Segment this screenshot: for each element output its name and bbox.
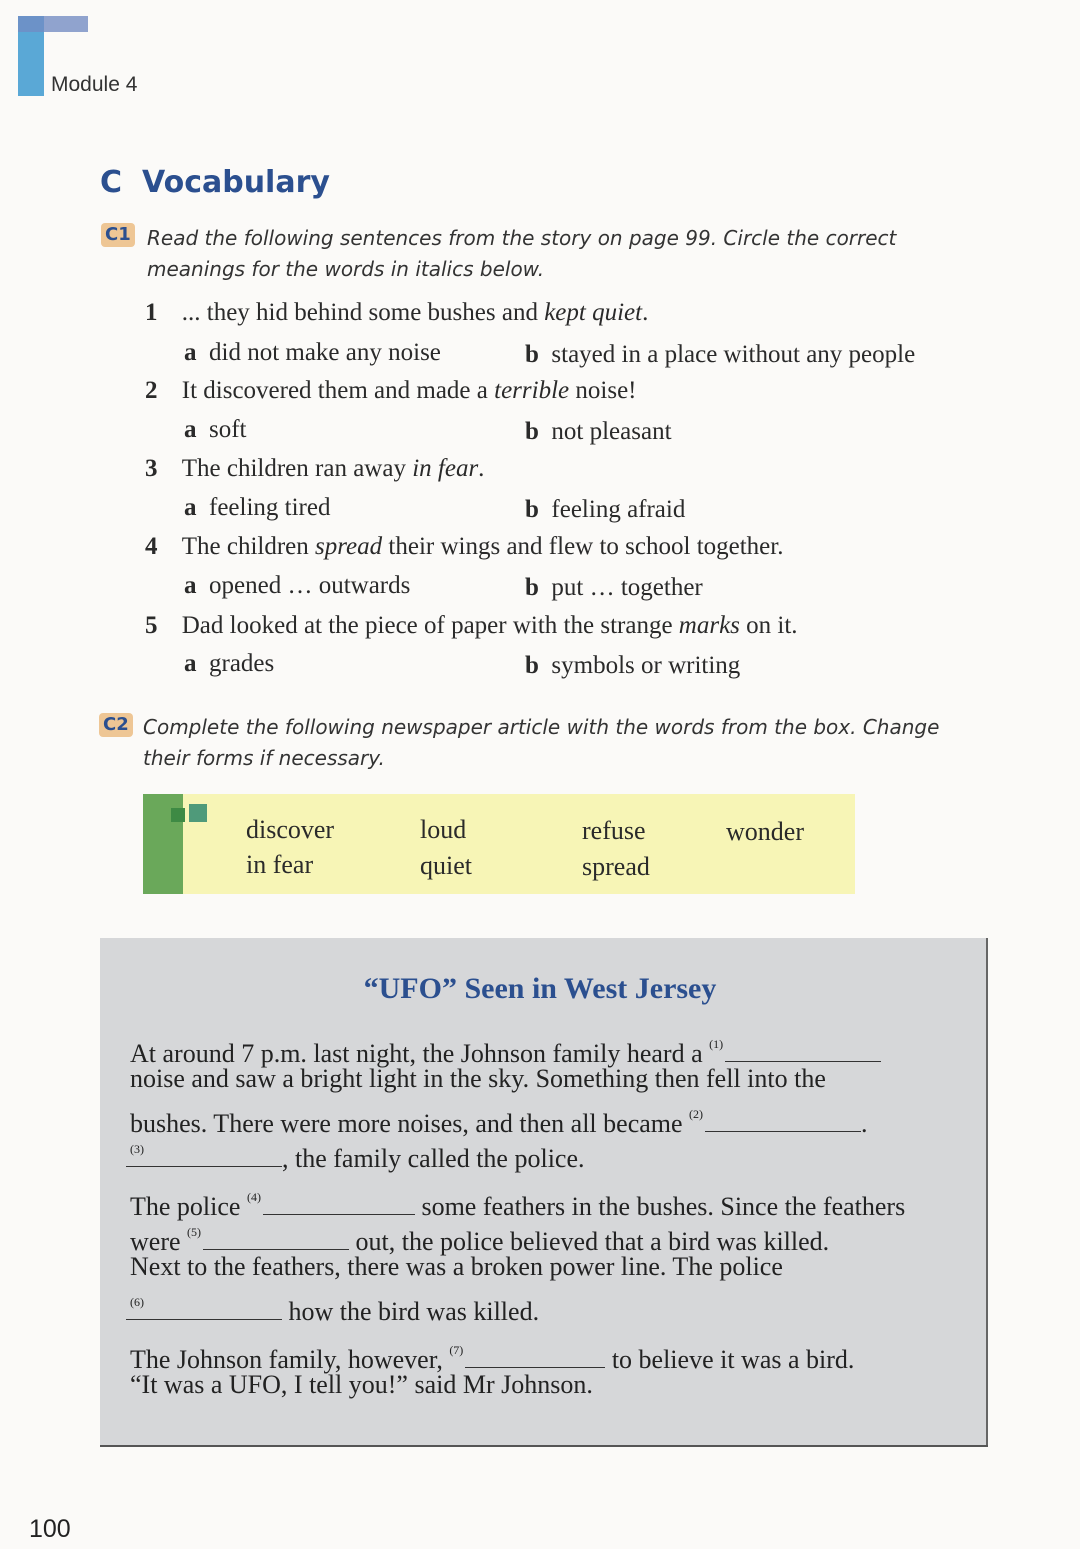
option-label: b bbox=[525, 418, 539, 445]
c1-instruction bbox=[147, 223, 896, 285]
question-text-post: their wings and flew to school together. bbox=[382, 533, 784, 560]
option-5b[interactable] bbox=[525, 651, 740, 681]
article-line bbox=[130, 1286, 539, 1328]
answer-blank-1[interactable] bbox=[725, 1035, 881, 1062]
page-number: 100 bbox=[29, 1515, 71, 1543]
question-number: 4 bbox=[145, 533, 158, 560]
question-text-post: . bbox=[478, 455, 485, 482]
option-label: b bbox=[525, 652, 539, 679]
article-text: bushes. There were more noises, and then all became bbox=[130, 1109, 690, 1138]
article-text: At around 7 p.m. last night, the Johnson family heard a bbox=[130, 1039, 710, 1068]
option-text: stayed in a place without any people bbox=[551, 341, 916, 368]
option-text: feeling afraid bbox=[551, 496, 686, 523]
article-text: to believe it was a bird. bbox=[605, 1345, 855, 1374]
question-italic-word: spread bbox=[315, 533, 383, 560]
article-text: The Johnson family, however, bbox=[130, 1345, 450, 1374]
question-italic-word: terrible bbox=[494, 377, 570, 404]
option-text: soft bbox=[209, 416, 247, 443]
blank-number: (7) bbox=[449, 1343, 464, 1357]
question-number: 3 bbox=[145, 455, 158, 482]
corner-bar-highlight bbox=[44, 16, 88, 32]
question-number: 1 bbox=[145, 299, 158, 326]
word-box-square-decoration bbox=[171, 808, 185, 822]
word-loud: loud bbox=[420, 815, 467, 844]
question-italic-word: marks bbox=[678, 612, 740, 639]
answer-blank-5[interactable] bbox=[203, 1223, 349, 1250]
blank-number: (2) bbox=[689, 1107, 704, 1121]
article-line: Next to the feathers, there was a broken power line. The police bbox=[130, 1252, 783, 1281]
question-number: 5 bbox=[145, 612, 158, 639]
question-3 bbox=[145, 454, 484, 484]
article-line: “It was a UFO, I tell you!” said Mr Johnson. bbox=[130, 1370, 593, 1399]
article-text: how the bird was killed. bbox=[282, 1297, 540, 1326]
question-1 bbox=[145, 298, 648, 328]
c2-instruction-line2: their forms if necessary. bbox=[143, 746, 385, 770]
option-text: did not make any noise bbox=[209, 339, 441, 366]
option-1a[interactable] bbox=[184, 338, 441, 368]
article-line: bushes. There were more noises, and then all became $^{(2)}$ . bbox=[130, 1107, 868, 1138]
article-text: , the family called the police. bbox=[282, 1144, 585, 1173]
c1-instruction-line2: meanings for the words in italics below. bbox=[147, 257, 545, 281]
blank-number: (5) bbox=[187, 1225, 202, 1239]
question-text-post: . bbox=[642, 299, 649, 326]
option-text: grades bbox=[209, 650, 275, 677]
option-3a[interactable] bbox=[184, 493, 330, 523]
c2-instruction-line1: Complete the following newspaper article with the words from the box. Change bbox=[143, 715, 940, 739]
word-refuse: refuse bbox=[582, 816, 646, 845]
word-quiet: quiet bbox=[420, 851, 472, 880]
option-text: not pleasant bbox=[551, 418, 672, 445]
question-4 bbox=[145, 532, 783, 562]
section-name: Vocabulary bbox=[142, 165, 330, 200]
blank-number: (1) bbox=[709, 1037, 724, 1051]
option-text: feeling tired bbox=[209, 494, 331, 521]
blank-number: (6) bbox=[130, 1295, 144, 1309]
answer-blank-6[interactable] bbox=[126, 1293, 282, 1320]
question-2 bbox=[145, 376, 637, 406]
article-line bbox=[130, 1133, 585, 1175]
section-letter: C bbox=[100, 165, 123, 200]
option-label: a bbox=[184, 572, 197, 599]
word-discover: discover bbox=[246, 815, 335, 844]
question-text-post: noise! bbox=[569, 377, 637, 404]
word-spread: spread bbox=[582, 852, 650, 881]
option-2a[interactable] bbox=[184, 415, 247, 445]
section-title bbox=[100, 165, 330, 200]
option-2b[interactable] bbox=[525, 417, 672, 447]
article-text: some feathers in the bushes. Since the feathers bbox=[414, 1192, 906, 1221]
task-badge-c2: C2 bbox=[99, 713, 133, 737]
c2-instruction bbox=[143, 712, 939, 774]
answer-blank-4[interactable] bbox=[263, 1188, 415, 1215]
option-label: a bbox=[184, 650, 197, 677]
word-box-square-decoration bbox=[189, 804, 207, 822]
option-label: a bbox=[184, 339, 197, 366]
option-label: b bbox=[525, 574, 539, 601]
option-label: b bbox=[525, 341, 539, 368]
word-box bbox=[143, 794, 855, 894]
blank-number: (3) bbox=[130, 1142, 144, 1156]
option-1b[interactable] bbox=[525, 340, 915, 370]
option-4a[interactable] bbox=[184, 571, 410, 601]
word-wonder: wonder bbox=[726, 817, 804, 846]
article-text: The police bbox=[130, 1192, 247, 1221]
article-line: noise and saw a bright light in the sky. Something then fell into the bbox=[130, 1064, 826, 1093]
option-text: symbols or writing bbox=[551, 652, 741, 679]
question-text-pre: ... they hid behind some bushes and bbox=[181, 299, 545, 326]
article-text: out, the police believed that a bird was killed. bbox=[349, 1227, 830, 1256]
answer-blank-7[interactable] bbox=[465, 1341, 605, 1368]
option-5a[interactable] bbox=[184, 649, 274, 679]
question-number: 2 bbox=[145, 377, 158, 404]
option-text: put … together bbox=[551, 574, 703, 601]
module-label: Module 4 bbox=[51, 73, 138, 96]
question-italic-word: in fear bbox=[412, 455, 479, 482]
blank-number: (4) bbox=[246, 1190, 261, 1204]
article-text: were bbox=[130, 1227, 188, 1256]
option-label: a bbox=[184, 494, 197, 521]
question-5 bbox=[145, 611, 798, 641]
option-label: b bbox=[525, 496, 539, 523]
question-italic-word: kept quiet bbox=[544, 299, 643, 326]
word-in-fear: in fear bbox=[246, 850, 314, 879]
option-3b[interactable] bbox=[525, 495, 685, 525]
answer-blank-3[interactable] bbox=[126, 1140, 282, 1167]
question-text-pre: The children ran away bbox=[181, 455, 413, 482]
option-4b[interactable] bbox=[525, 573, 703, 603]
article-title: “UFO” Seen in West Jersey bbox=[363, 972, 717, 1005]
question-text-post: on it. bbox=[739, 612, 798, 639]
question-text-pre: It discovered them and made a bbox=[181, 377, 495, 404]
task-badge-c1: C1 bbox=[101, 223, 135, 247]
option-text: opened … outwards bbox=[209, 572, 411, 599]
question-text-pre: The children bbox=[181, 533, 316, 560]
c1-instruction-line1: Read the following sentences from the story on page 99. Circle the correct bbox=[147, 226, 897, 250]
option-label: a bbox=[184, 416, 197, 443]
answer-blank-2[interactable] bbox=[705, 1105, 861, 1132]
question-text-pre: Dad looked at the piece of paper with the strange bbox=[181, 612, 679, 639]
